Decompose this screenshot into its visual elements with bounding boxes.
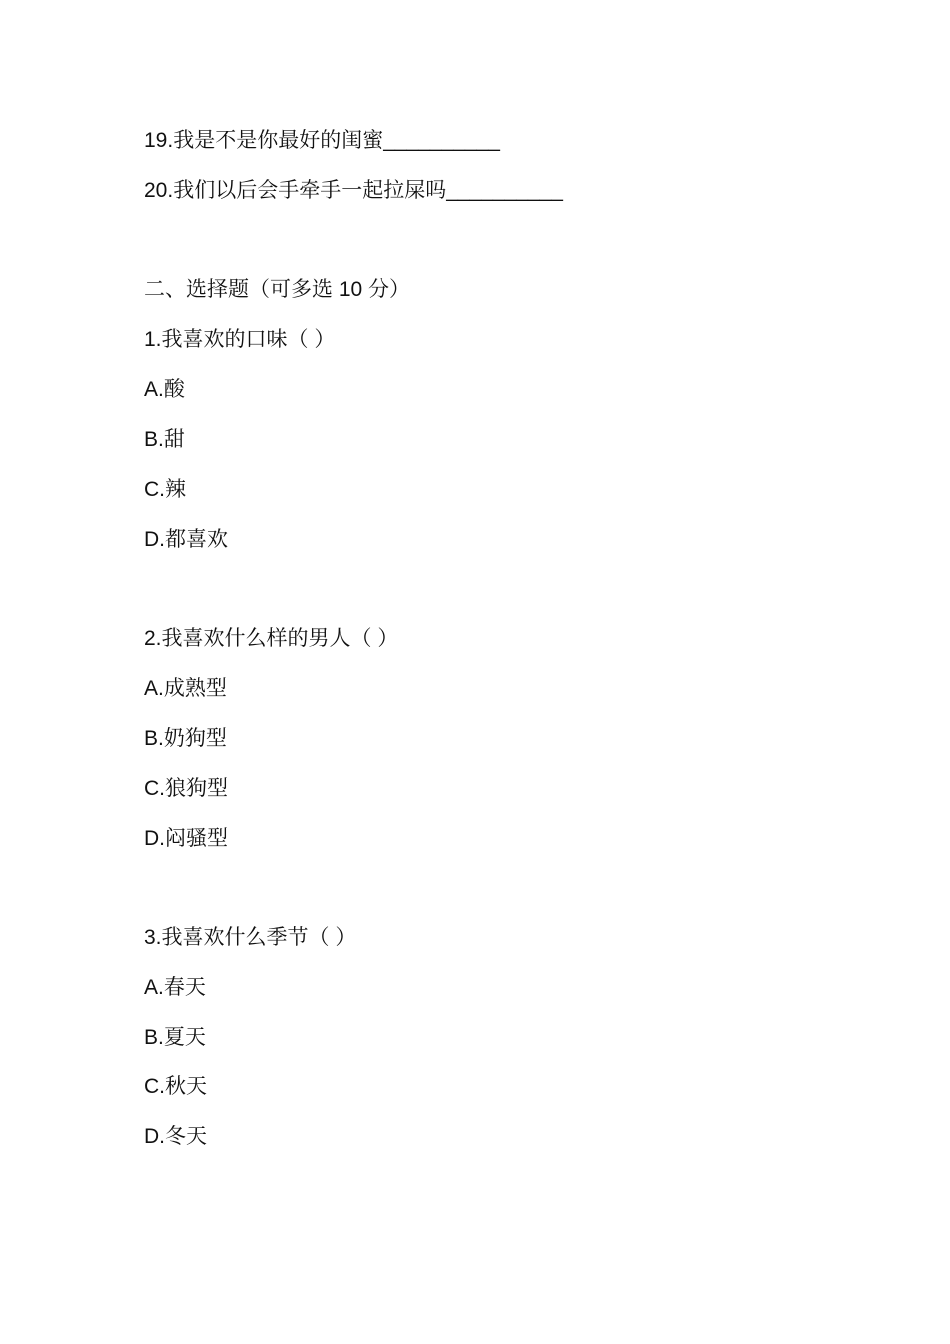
- section-title: 二、选择题（可多选 10 分）: [144, 278, 411, 301]
- question-2: 2.我喜欢什么样的男人（ ）: [144, 627, 399, 650]
- question-3-option-a: A.春天: [144, 976, 206, 999]
- fill-in-question-20: 20.我们以后会手牵手一起拉屎吗__________: [144, 179, 563, 202]
- question-3-option-b: B.夏天: [144, 1026, 206, 1049]
- fill-in-question-19: 19.我是不是你最好的闺蜜__________: [144, 129, 500, 152]
- question-1-option-b: B.甜: [144, 428, 185, 451]
- question-1: 1.我喜欢的口味（ ）: [144, 328, 336, 351]
- question-2-option-a: A.成熟型: [144, 677, 227, 700]
- question-3: 3.我喜欢什么季节（ ）: [144, 926, 357, 949]
- question-1-option-d: D.都喜欢: [144, 528, 228, 551]
- question-1-option-a: A.酸: [144, 378, 185, 401]
- question-3-option-d: D.冬天: [144, 1125, 207, 1148]
- question-2-option-b: B.奶狗型: [144, 727, 227, 750]
- question-3-option-c: C.秋天: [144, 1075, 207, 1098]
- question-2-option-c: C.狼狗型: [144, 777, 228, 800]
- question-2-option-d: D.闷骚型: [144, 827, 228, 850]
- question-1-option-c: C.辣: [144, 478, 186, 501]
